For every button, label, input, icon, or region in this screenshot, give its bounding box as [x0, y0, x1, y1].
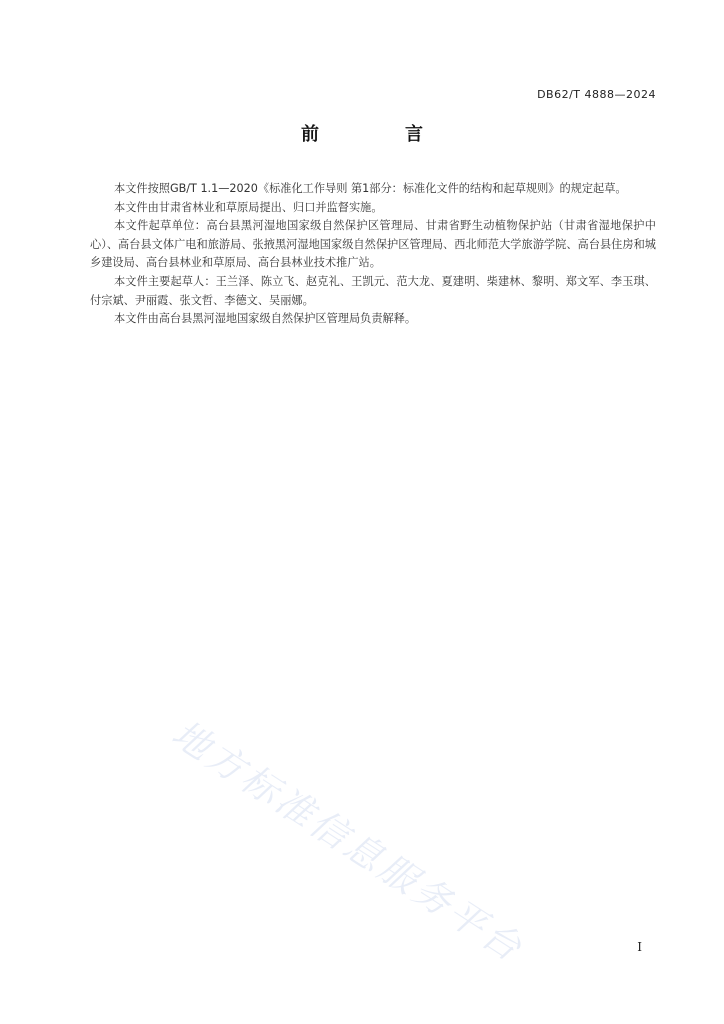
- page-title: 前 言: [301, 124, 457, 145]
- watermark: 地方标准信息服务平台: [164, 711, 532, 972]
- preface-body: [90, 180, 656, 329]
- paragraph-drafting-units: 本文件起草单位：高台县黑河湿地国家级自然保护区管理局、甘肃省野生动植物保护站（甘肃省湿地保护中心）、高台县文体广电和旅游局、张掖黑河湿地国家级自然保护区管理局、西北师范大学旅游学院、高台县住房和城乡建设局、高台县林业和草原局、高台县林业技术推广站。: [90, 219, 656, 270]
- paragraph-drafting-rules: 本文件按照GB/T 1.1—2020《标准化工作导则 第1部分：标准化文件的结构和起草规则》的规定起草。: [114, 182, 627, 195]
- paragraph-interpretation: 本文件由高台县黑河湿地国家级自然保护区管理局负责解释。: [114, 312, 417, 326]
- standard-code: DB62/T 4888—2024: [537, 88, 656, 101]
- page-number: I: [637, 940, 642, 954]
- paragraph-drafters: 本文件主要起草人：王兰泽、陈立飞、赵克礼、王凯元、范大龙、夏建明、柴建林、黎明、郑文军、李玉琪、付宗斌、尹丽霞、张文哲、李德文、吴丽娜。: [90, 274, 656, 307]
- paragraph-proposer: 本文件由甘肃省林业和草原局提出、归口并监督实施。: [114, 200, 383, 214]
